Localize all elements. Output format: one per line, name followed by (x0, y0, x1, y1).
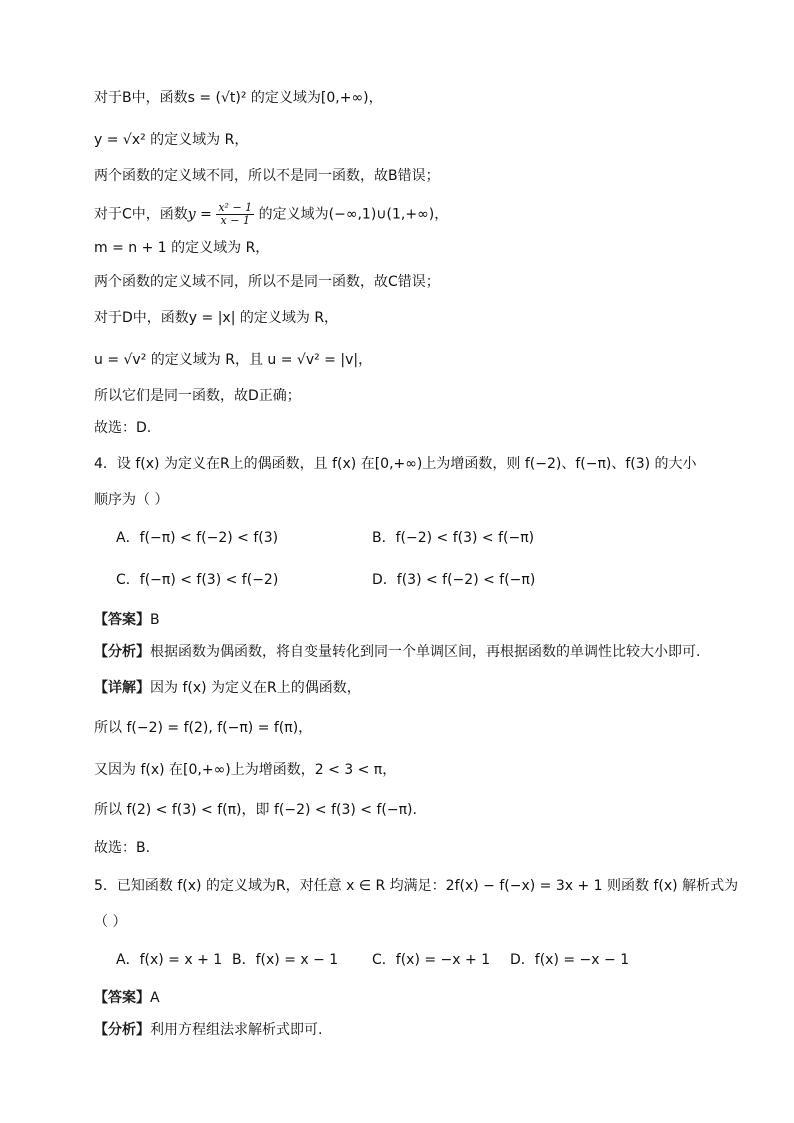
text-line: 两个函数的定义域不同，所以不是同一函数，故C错误； (94, 274, 440, 290)
fraction (216, 202, 254, 227)
question-4-stem: 4．设 f(x) 为定义在R上的偶函数，且 f(x) 在[0,+∞)上为增函数，则 f(−2)、f(−π)、f(3) 的大小 (94, 456, 697, 472)
answer-value: B (150, 612, 160, 628)
question-5-stem: 5．已知函数 f(x) 的定义域为R，对任意 x ∈ R 均满足：2f(x) − f(−x) = 3x + 1 则函数 f(x) 解析式为 (94, 878, 739, 894)
text-line: 对于D中，函数y = |x| 的定义域为 R， (94, 310, 339, 326)
text-line: u = √v² 的定义域为 R，且 u = √v² = |v|， (94, 352, 373, 368)
text-line: 两个函数的定义域不同，所以不是同一函数，故B错误； (94, 168, 440, 184)
detail-tag: 【详解】 (94, 680, 150, 696)
q4-detail (94, 678, 734, 698)
q5-option-b: B．f(x) = x − 1 (232, 952, 339, 968)
text-line: 对于C中，函数y = $\frac{\text{x² − 1}}{x - 1}$ 的定义域为(−∞,1)∪(1,+∞)， (94, 201, 449, 227)
q4-option-b: B．f(−2) < f(3) < f(−π) (372, 530, 535, 546)
text-line: 所以 f(−2) = f(2), f(−π) = f(π)， (94, 720, 313, 736)
q4-option-c: C．f(−π) < f(3) < f(−2) (116, 572, 279, 588)
question-4-stem-cont: 顺序为（ ） (94, 492, 169, 508)
text-line: m = n + 1 的定义域为 R， (94, 240, 270, 256)
answer-value: A (150, 990, 160, 1006)
q5-answer (94, 988, 734, 1008)
text-line: 故选：B. (94, 840, 151, 856)
text-line: 所以它们是同一函数，故D正确； (94, 388, 301, 404)
answer-tag: 【答案】 (94, 990, 150, 1006)
text-line: 故选：D. (94, 420, 152, 436)
text-fragment: 对于C中，函数 (94, 206, 188, 223)
fraction-numerator: x² − 1 (218, 201, 253, 214)
analysis-text: 根据函数为偶函数，将自变量转化到同一个单调区间，再根据函数的单调性比较大小即可. (150, 644, 701, 660)
q4-analysis (94, 642, 734, 662)
text-line: 所以 f(2) < f(3) < f(π)，即 f(−2) < f(3) < f(−π). (94, 802, 417, 818)
q4-answer (94, 610, 734, 630)
analysis-tag: 【分析】 (94, 1022, 150, 1038)
analysis-text: 利用方程组法求解析式即可. (150, 1022, 323, 1038)
analysis-tag: 【分析】 (94, 644, 150, 660)
q4-option-d: D．f(3) < f(−2) < f(−π) (372, 572, 536, 588)
q5-option-c: C．f(x) = −x + 1 (372, 952, 491, 968)
question-5-stem-cont: （ ） (94, 914, 127, 930)
text-line: y = √x² 的定义域为 R， (94, 132, 249, 148)
math-var: y (187, 206, 196, 223)
text-line: 对于B中，函数s = (√t)² 的定义域为[0,+∞)， (94, 90, 383, 106)
q5-option-d: D．f(x) = −x − 1 (510, 952, 630, 968)
text-fragment: 的定义域为(−∞,1)∪(1,+∞)， (258, 206, 449, 223)
text-line: 又因为 f(x) 在[0,+∞)上为增函数，2 < 3 < π， (94, 762, 397, 778)
q5-option-a: A．f(x) = x + 1 (116, 952, 223, 968)
answer-tag: 【答案】 (94, 612, 150, 628)
detail-text: 因为 f(x) 为定义在R上的偶函数， (150, 680, 361, 696)
fraction-denominator: x − 1 (220, 214, 250, 227)
q5-analysis (94, 1020, 734, 1040)
q4-option-a: A．f(−π) < f(−2) < f(3) (116, 530, 279, 546)
